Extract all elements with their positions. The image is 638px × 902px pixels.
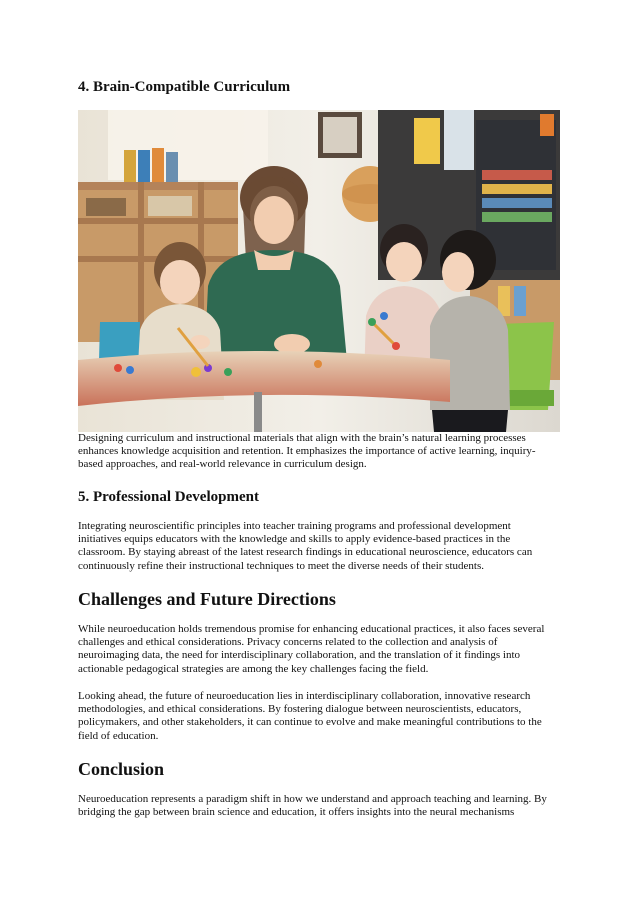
paragraph-line: Designing curriculum and instructional materials that align with the brain’s natural learning processes: [78, 432, 526, 444]
section-5-paragraph: [78, 520, 563, 573]
section-5-heading: 5. Professional Development: [78, 489, 259, 505]
paragraph-line: challenges and ethical considerations. Privacy concerns related to the collection and analysis of: [78, 636, 498, 649]
paragraph-line: actionable pedagogical strategies are among the key challenges facing the field.: [78, 662, 429, 675]
paragraph-line: policymakers, and other stakeholders, it can continue to evolve and make meaningful contributions to the: [78, 716, 542, 729]
paragraph-line: neuroimaging data, the need for interdisciplinary collaboration, and the translation of it findings into: [78, 649, 521, 662]
conclusion-paragraph: [78, 793, 563, 819]
paragraph-line: field of education.: [78, 729, 159, 742]
paragraph-line: Integrating neuroscientific principles into teacher training programs and professional development: [78, 520, 511, 532]
paragraph-line: classroom. By staying abreast of the latest research findings in educational neuroscience, educators can: [78, 546, 533, 559]
paragraph-line: Looking ahead, the future of neuroeducation lies in interdisciplinary collaboration, innovative research: [78, 690, 531, 702]
paragraph-line: methodologies, and ethical considerations. By fostering dialogue between neuroscientists, educators,: [78, 703, 522, 716]
challenges-paragraph-1: [78, 623, 563, 676]
challenges-paragraph-2: [78, 690, 563, 743]
paragraph-line: based approaches, and real-world relevance in curriculum design.: [78, 458, 367, 471]
paragraph-line: Neuroeducation represents a paradigm shift in how we understand and approach teaching and learning. By: [78, 793, 547, 805]
paragraph-line: continuously refine their instructional techniques to meet the diverse needs of their students.: [78, 559, 484, 572]
classroom-photo: [78, 110, 560, 432]
paragraph-line: initiatives equips educators with the knowledge and skills to apply evidence-based practices in the: [78, 533, 511, 546]
paragraph-line: enhances knowledge acquisition and retention. It emphasizes the importance of active learning, inquiry-: [78, 445, 536, 458]
challenges-heading: Challenges and Future Directions: [78, 589, 336, 609]
conclusion-heading: Conclusion: [78, 759, 165, 779]
section-4-paragraph: [78, 432, 563, 472]
section-4-heading: 4. Brain-Compatible Curriculum: [78, 79, 291, 95]
paragraph-line: bridging the gap between brain science and education, it offers insights into the neural mechanisms: [78, 806, 515, 819]
paragraph-line: While neuroeducation holds tremendous promise for enhancing educational practices, it also faces several: [78, 623, 545, 635]
